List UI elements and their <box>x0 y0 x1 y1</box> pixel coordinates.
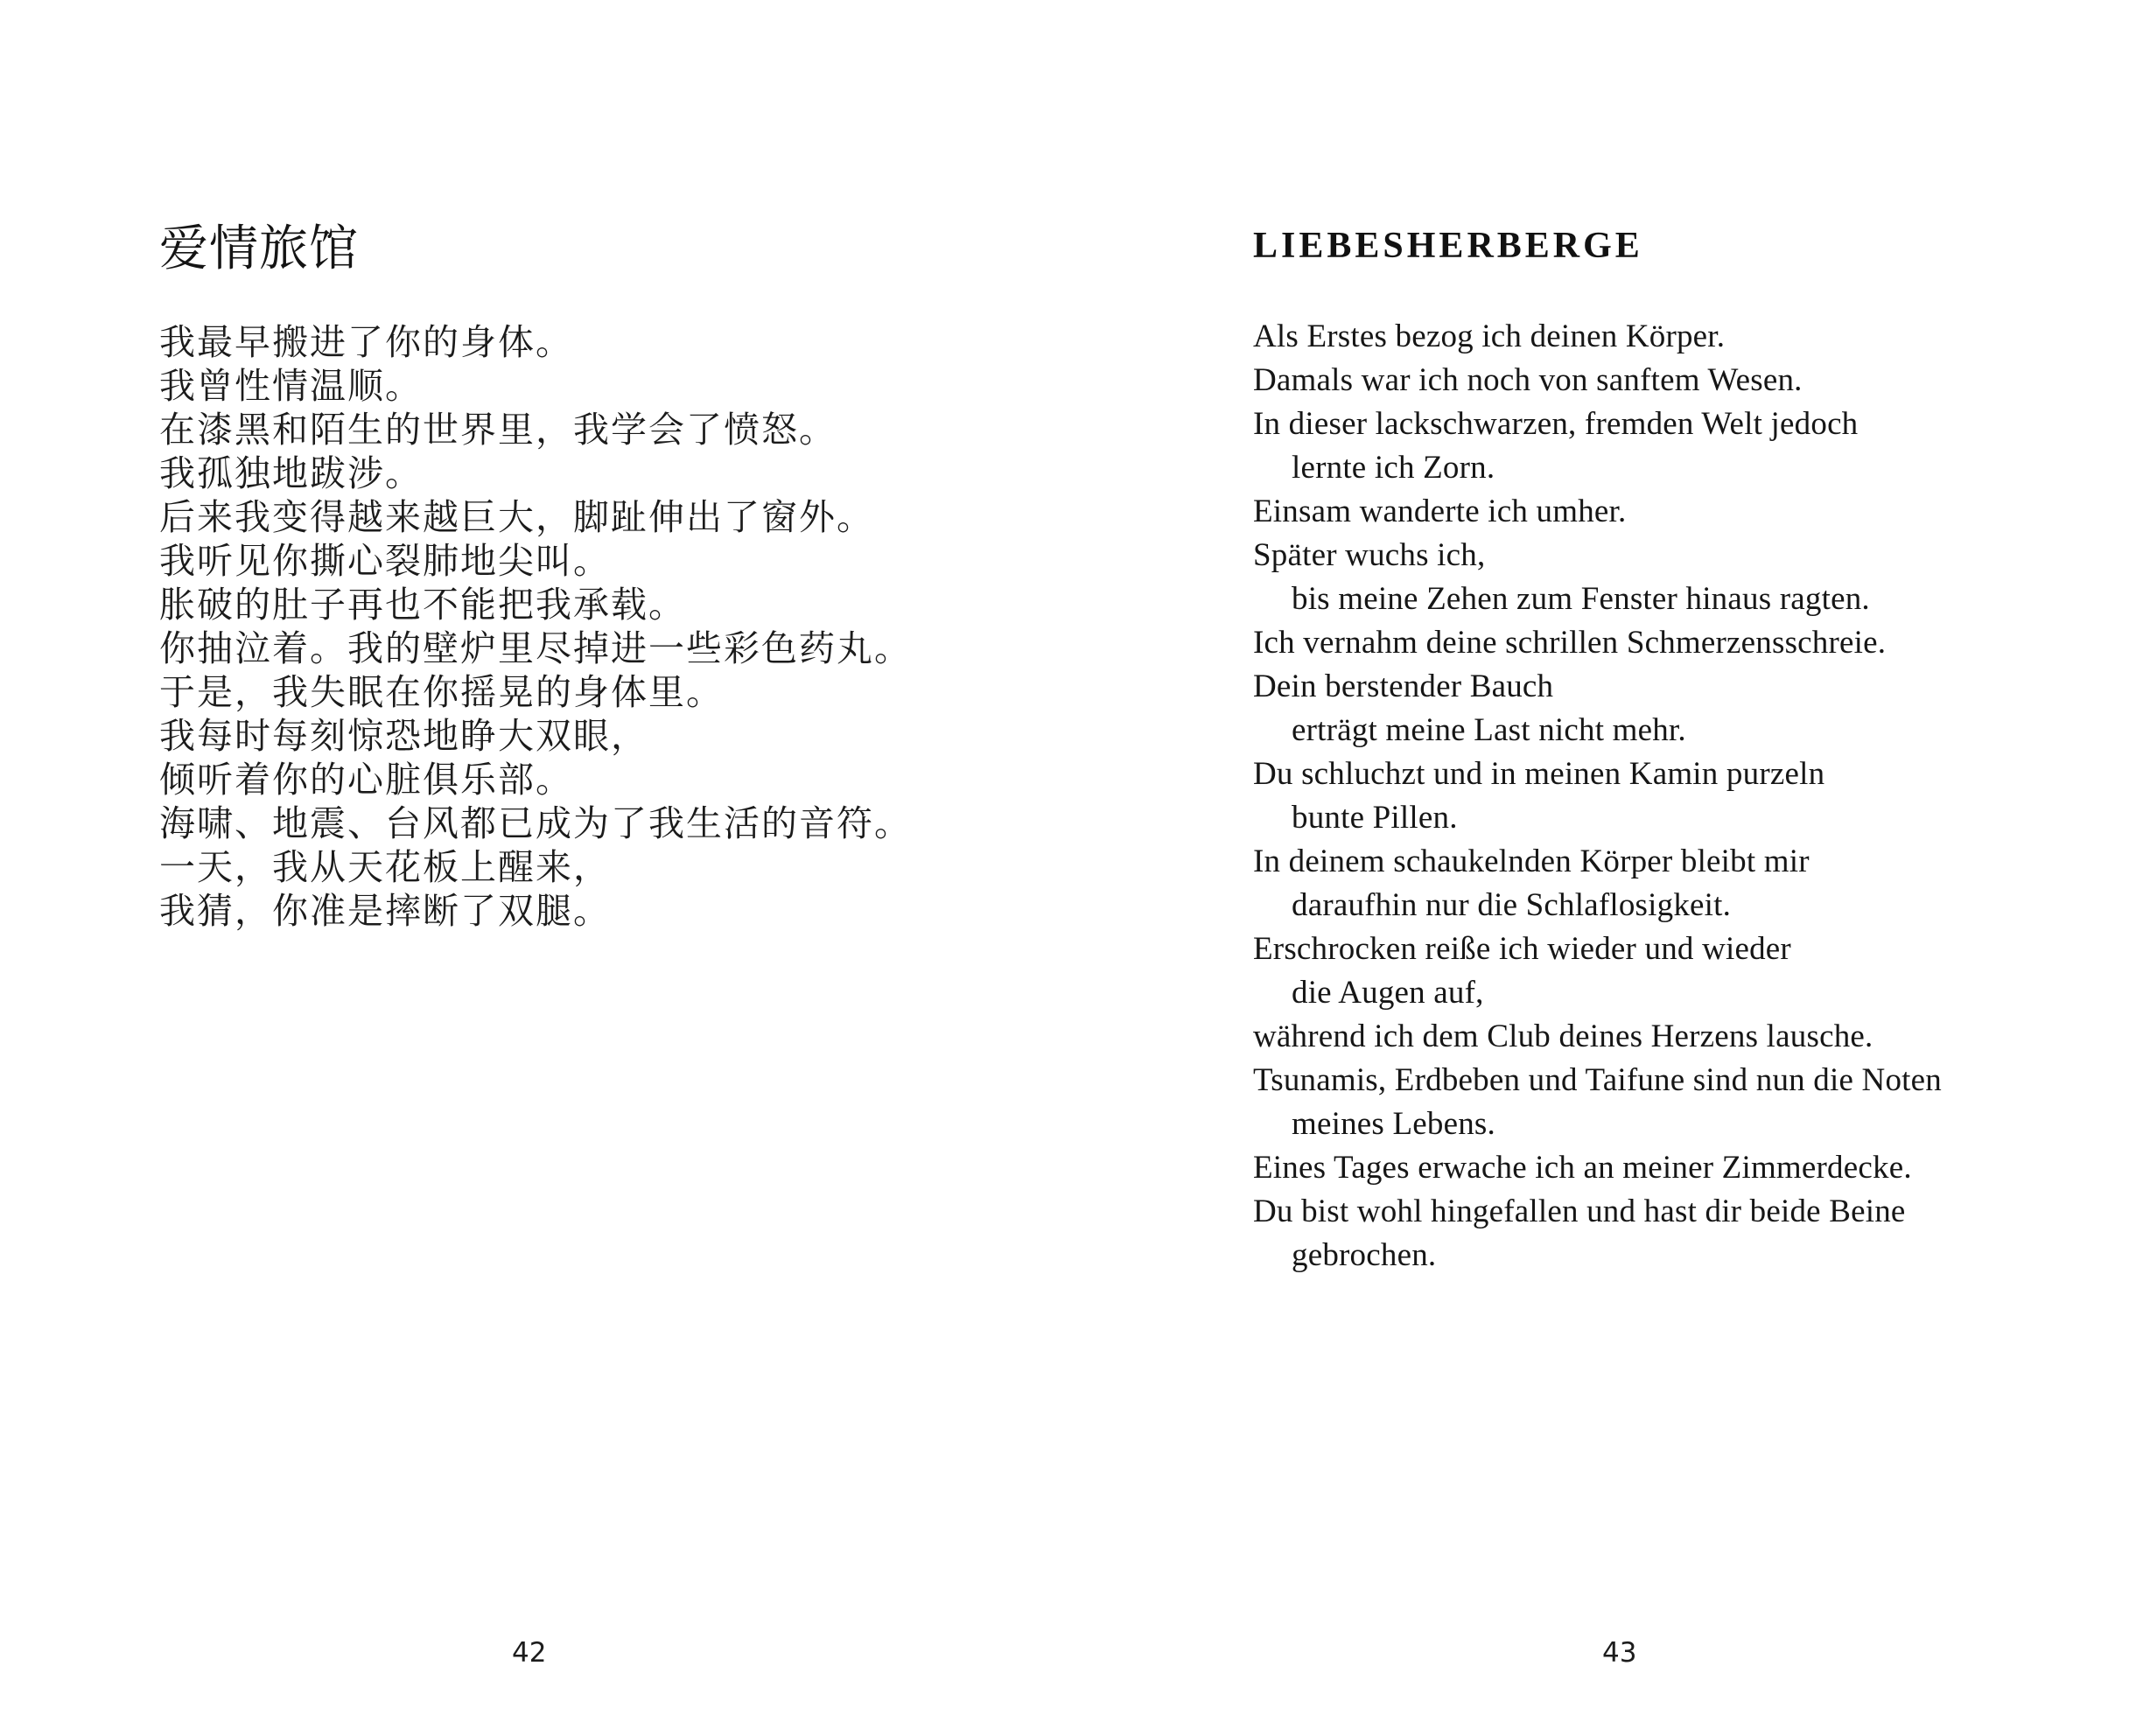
poem-line: während ich dem Club deines Herzens lausche. <box>1253 1018 1873 1054</box>
poem-line: erträgt meine Last nicht mehr. <box>1292 712 1686 748</box>
poem-line: 海啸、地震、台风都已成为了我生活的音符。 <box>159 803 912 844</box>
poem-line: 在漆黑和陌生的世界里，我学会了愤怒。 <box>159 410 837 450</box>
poem-line: Ich vernahm deine schrillen Schmerzensschreie. <box>1253 625 1887 661</box>
poem-line: Tsunamis, Erdbeben und Taifune sind nun die Noten <box>1253 1062 1942 1098</box>
poem-line: Du schluchzt und in meinen Kamin purzeln <box>1253 756 1825 792</box>
poem-line: daraufhin nur die Schlaflosigkeit. <box>1292 887 1732 923</box>
poem-line: die Augen auf, <box>1292 975 1484 1011</box>
poem-line: Später wuchs ich, <box>1253 537 1486 573</box>
poem-line: 胀破的肚子再也不能把我承载。 <box>159 584 686 625</box>
poem-line: Eines Tages erwache ich an meiner Zimmerdecke. <box>1253 1150 1912 1186</box>
poem-line: 我猜，你准是摔断了双腿。 <box>159 891 611 931</box>
poem-line: 我每时每刻惊恐地睁大双眼， <box>159 716 648 756</box>
poem-line: lernte ich Zorn. <box>1292 450 1495 486</box>
poem-line: bunte Pillen. <box>1292 800 1458 836</box>
poem-line: Damals war ich noch von sanftem Wesen. <box>1253 362 1803 398</box>
poem-line: 我孤独地跋涉。 <box>159 453 423 494</box>
poem-line: 一天，我从天花板上醒来， <box>159 847 611 887</box>
poem-title-chinese: 爱情旅馆 <box>159 222 359 276</box>
page-number-left: 42 <box>512 1637 547 1669</box>
poem-line: Als Erstes bezog ich deinen Körper. <box>1253 318 1726 354</box>
poem-line: Du bist wohl hingefallen und hast dir beide Beine <box>1253 1194 1906 1229</box>
poem-line: 倾听着你的心脏俱乐部。 <box>159 760 573 800</box>
poem-line: 我最早搬进了你的身体。 <box>159 322 573 362</box>
right-page <box>1071 0 2143 1736</box>
page-number-right: 43 <box>1602 1637 1637 1669</box>
poem-line: Einsam wanderte ich umher. <box>1253 494 1627 529</box>
poem-line: gebrochen. <box>1292 1237 1437 1273</box>
chinese-poem-body <box>159 320 912 933</box>
poem-line: 我曾性情温顺。 <box>159 366 423 406</box>
poem-line: Erschrocken reiße ich wieder und wieder <box>1253 931 1791 967</box>
poem-line: 后来我变得越来越巨大，脚趾伸出了窗外。 <box>159 497 874 537</box>
poem-line: In dieser lackschwarzen, fremden Welt jedoch <box>1253 406 1859 442</box>
poem-line: Dein berstender Bauch <box>1253 668 1554 704</box>
poem-line: 你抽泣着。我的壁炉里尽掉进一些彩色药丸。 <box>159 628 912 668</box>
left-page <box>0 0 1071 1736</box>
poem-line: 于是，我失眠在你摇晃的身体里。 <box>159 672 724 712</box>
poem-line: In deinem schaukelnden Körper bleibt mir <box>1253 844 1810 879</box>
poem-line: meines Lebens. <box>1292 1106 1495 1142</box>
german-poem-body <box>1253 315 1942 1278</box>
poem-title-german: LIEBESHERBERGE <box>1253 226 1643 266</box>
poem-line: bis meine Zehen zum Fenster hinaus ragten. <box>1292 581 1870 617</box>
poem-line: 我听见你撕心裂肺地尖叫。 <box>159 541 611 581</box>
